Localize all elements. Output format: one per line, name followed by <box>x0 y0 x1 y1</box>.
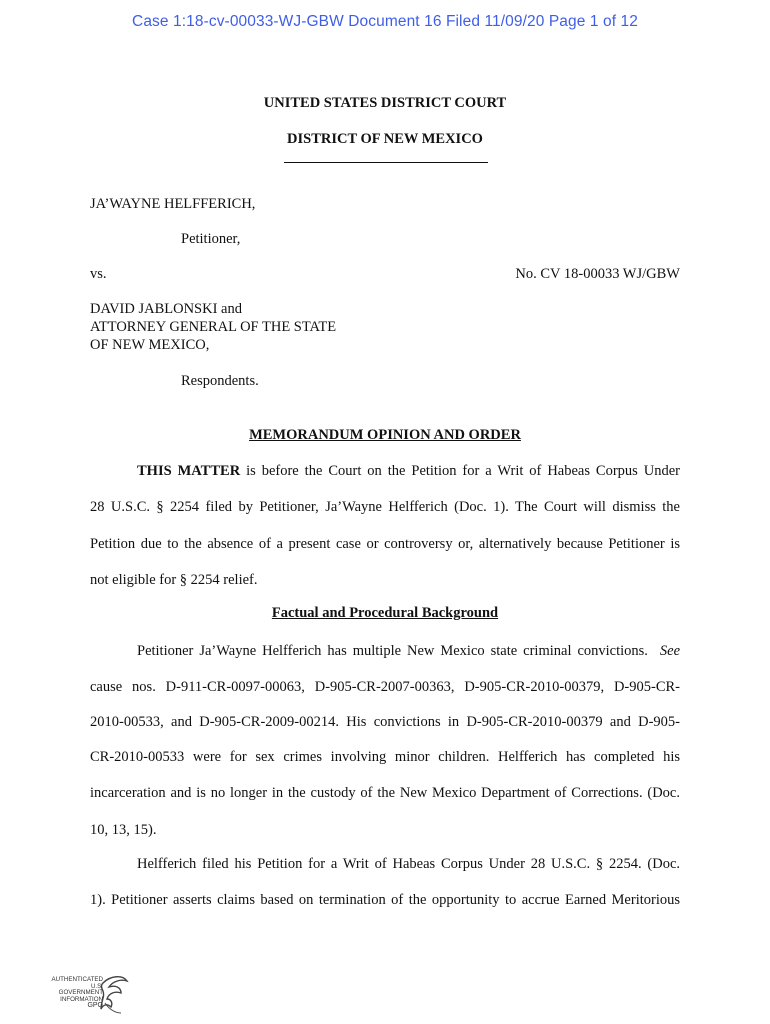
logo-line-4: GPO <box>87 1002 103 1010</box>
para2-line-1: Helfferich filed his Petition for a Writ of Habeas Corpus Under 28 U.S.C. § 2254. (Doc. <box>137 856 680 872</box>
para1-line-6: 10, 13, 15). <box>90 822 157 838</box>
para1-line-1-text: Petitioner Ja’Wayne Helfferich has multiple New Mexico state criminal convictions. <box>137 643 648 659</box>
para1-line-5: incarceration and is no longer in the custody of the New Mexico Department of Corrections. (Doc. <box>90 785 680 801</box>
petitioner-name: JA’WAYNE HELFFERICH, <box>90 196 256 212</box>
heading-rule <box>284 162 488 163</box>
see-signal: See <box>659 643 681 659</box>
intro-line-4: not eligible for § 2254 relief. <box>90 572 258 588</box>
respondent-line-1: DAVID JABLONSKI and <box>90 301 242 317</box>
logo-line-3: INFORMATION <box>60 995 103 1003</box>
case-number: No. CV 18-00033 WJ/GBW <box>515 266 680 282</box>
versus-label: vs. <box>90 266 107 282</box>
court-name: UNITED STATES DISTRICT COURT <box>263 95 507 111</box>
logo-line-2: U.S. GOVERNMENT <box>58 982 103 997</box>
section-heading: Factual and Procedural Background <box>271 605 499 621</box>
para2-line-2: 1). Petitioner asserts claims based on termination of the opportunity to accrue Earned Meritorious <box>90 892 680 908</box>
respondent-line-3: OF NEW MEXICO, <box>90 337 210 353</box>
intro-line-2: 28 U.S.C. § 2254 filed by Petitioner, Ja’Wayne Helfferich (Doc. 1). The Court will dismiss the <box>90 499 680 515</box>
intro-lead: THIS MATTER <box>137 463 241 479</box>
para1-line-1 <box>137 642 680 660</box>
case-header-stamp: Case 1:18-cv-00033-WJ-GBW Document 16 Filed 11/09/20 Page 1 of 12 <box>132 13 638 30</box>
document-title: MEMORANDUM OPINION AND ORDER <box>249 427 521 443</box>
gpo-authentication-logo <box>45 973 129 1017</box>
court-district: DISTRICT OF NEW MEXICO <box>287 131 483 147</box>
intro-line-3: Petition due to the absence of a present case or controversy or, alternatively because Petitioner is <box>90 536 680 552</box>
respondent-role: Respondents. <box>181 373 259 389</box>
petitioner-role: Petitioner, <box>181 231 241 247</box>
logo-line-1: AUTHENTICATED <box>51 976 103 983</box>
eagle-icon <box>99 973 129 1017</box>
intro-line-1 <box>137 462 680 480</box>
respondent-line-2: ATTORNEY GENERAL OF THE STATE <box>90 319 337 335</box>
intro-line-1-text: is before the Court on the Petition for a Writ of Habeas Corpus Under <box>240 463 680 479</box>
para1-line-2: cause nos. D-911-CR-0097-00063, D-905-CR-2007-00363, D-905-CR-2010-00379, D-905-CR- <box>90 679 680 695</box>
para1-line-3: 2010-00533, and D-905-CR-2009-00214. His convictions in D-905-CR-2010-00379 and D-905- <box>90 714 680 730</box>
para1-line-4: CR-2010-00533 were for sex crimes involving minor children. Helfferich has completed his <box>90 749 680 765</box>
